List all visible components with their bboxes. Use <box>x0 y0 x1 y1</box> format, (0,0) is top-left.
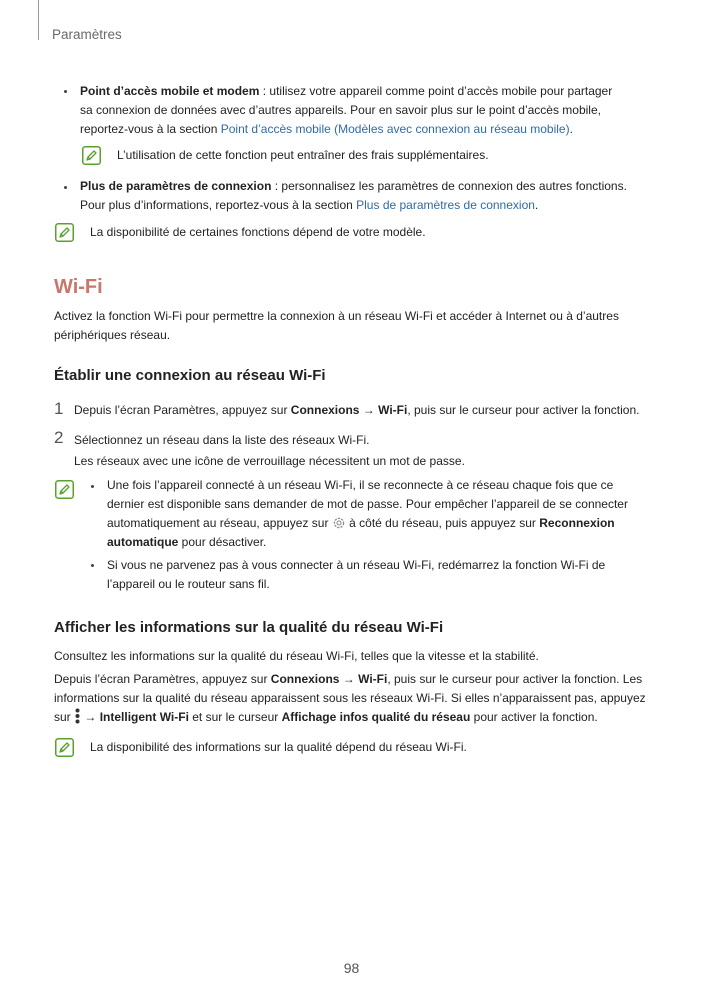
step-number: 2 <box>54 428 64 447</box>
section-header: Paramètres <box>52 27 122 42</box>
tip2-line2: l’appareil ou le routeur sans fil. <box>107 577 270 591</box>
tip1-line1: Une fois l’appareil connecté à un réseau Wi-Fi, il se reconnecte à ce réseau chaque fois que ce <box>107 478 614 492</box>
step2-line2: Les réseaux avec une icône de verrouillage nécessitent un mot de passe. <box>74 454 465 468</box>
more-options-icon <box>74 708 81 724</box>
page-number: 98 <box>343 960 360 976</box>
connect-heading: Établir une connexion au réseau Wi-Fi <box>54 367 326 384</box>
bullet-hotspot-line1: Point d’accès mobile et modem : utilisez votre appareil comme point d’accès mobile pour partager <box>80 84 613 98</box>
tip1-line4: automatique pour désactiver. <box>107 535 267 549</box>
quality-p1: Consultez les informations sur la qualité du réseau Wi-Fi, telles que la vitesse et la stabilité. <box>54 649 539 663</box>
bullet-more-settings-line1: Plus de paramètres de connexion : personnalisez les paramètres de connexion des autres fonctions. <box>80 179 627 193</box>
quality-p3: informations sur la qualité du réseau apparaissent sous les réseaux Wi-Fi. Si elles n’apparaissent pas, appuyez <box>54 691 646 705</box>
bullet-dot <box>91 485 94 488</box>
more-settings-link[interactable]: Plus de paramètres de connexion <box>356 198 535 212</box>
wifi-intro-line1: Activez la fonction Wi-Fi pour permettre la connexion à un réseau Wi-Fi et accéder à Internet ou à d’autres <box>54 309 619 323</box>
wifi-intro-line2: périphériques réseau. <box>54 328 171 342</box>
tip1-line3: automatiquement au réseau, appuyez sur à côté du réseau, puis appuyez sur Reconnexion <box>107 516 615 530</box>
step2-line1: Sélectionnez un réseau dans la liste des réseaux Wi-Fi. <box>74 433 370 447</box>
bullet-dot <box>64 186 67 189</box>
note-icon <box>55 223 74 242</box>
quality-heading: Afficher les informations sur la qualité du réseau Wi-Fi <box>54 619 444 636</box>
note-quality-availability: La disponibilité des informations sur la qualité dépend du réseau Wi-Fi. <box>90 740 467 754</box>
tip1-line2: dernier est disponible sans demander de mot de passe. Pour empêcher l’appareil de se connecter <box>107 497 628 511</box>
bullet-more-settings-line2: Pour plus d’informations, reportez-vous à la section Plus de paramètres de connexion. <box>80 198 539 212</box>
bullet-dot <box>64 90 67 93</box>
bullet-dot <box>91 564 94 567</box>
step1-text: Depuis l’écran Paramètres, appuyez sur Connexions → Wi-Fi, puis sur le curseur pour activer la fonction. <box>74 403 640 417</box>
header-divider <box>38 0 39 40</box>
note-hotspot-cost: L’utilisation de cette fonction peut entraîner des frais supplémentaires. <box>117 148 489 162</box>
quality-p2: Depuis l’écran Paramètres, appuyez sur Connexions → Wi-Fi, puis sur le curseur pour activer la fonction. Les <box>54 672 643 686</box>
quality-p4: sur → Intelligent Wi-Fi et sur le curseur Affichage infos qualité du réseau pour activer la fonction. <box>54 710 598 724</box>
note-icon <box>55 738 74 757</box>
hotspot-section-link[interactable]: Point d’accès mobile (Modèles avec connexion au réseau mobile) <box>220 122 570 136</box>
note-icon <box>55 480 74 499</box>
step-number: 1 <box>54 399 64 418</box>
bullet-hotspot-title: Point d’accès mobile et modem <box>80 84 260 98</box>
wifi-section-title: Wi-Fi <box>54 276 103 298</box>
note-icon <box>82 146 101 165</box>
tip2-line1: Si vous ne parvenez pas à vous connecter à un réseau Wi-Fi, redémarrez la fonction Wi-Fi de <box>107 558 606 572</box>
bullet-hotspot-line2: sa connexion de données avec d’autres appareils. Pour en savoir plus sur le point d’accès mobile, <box>80 103 601 117</box>
bullet-more-settings-title: Plus de paramètres de connexion <box>80 179 272 193</box>
bullet-hotspot-line3: reportez-vous à la section Point d’accès mobile (Modèles avec connexion au réseau mobile). <box>80 122 573 136</box>
note-model-availability: La disponibilité de certaines fonctions dépend de votre modèle. <box>90 225 426 239</box>
settings-gear-icon <box>332 516 346 530</box>
